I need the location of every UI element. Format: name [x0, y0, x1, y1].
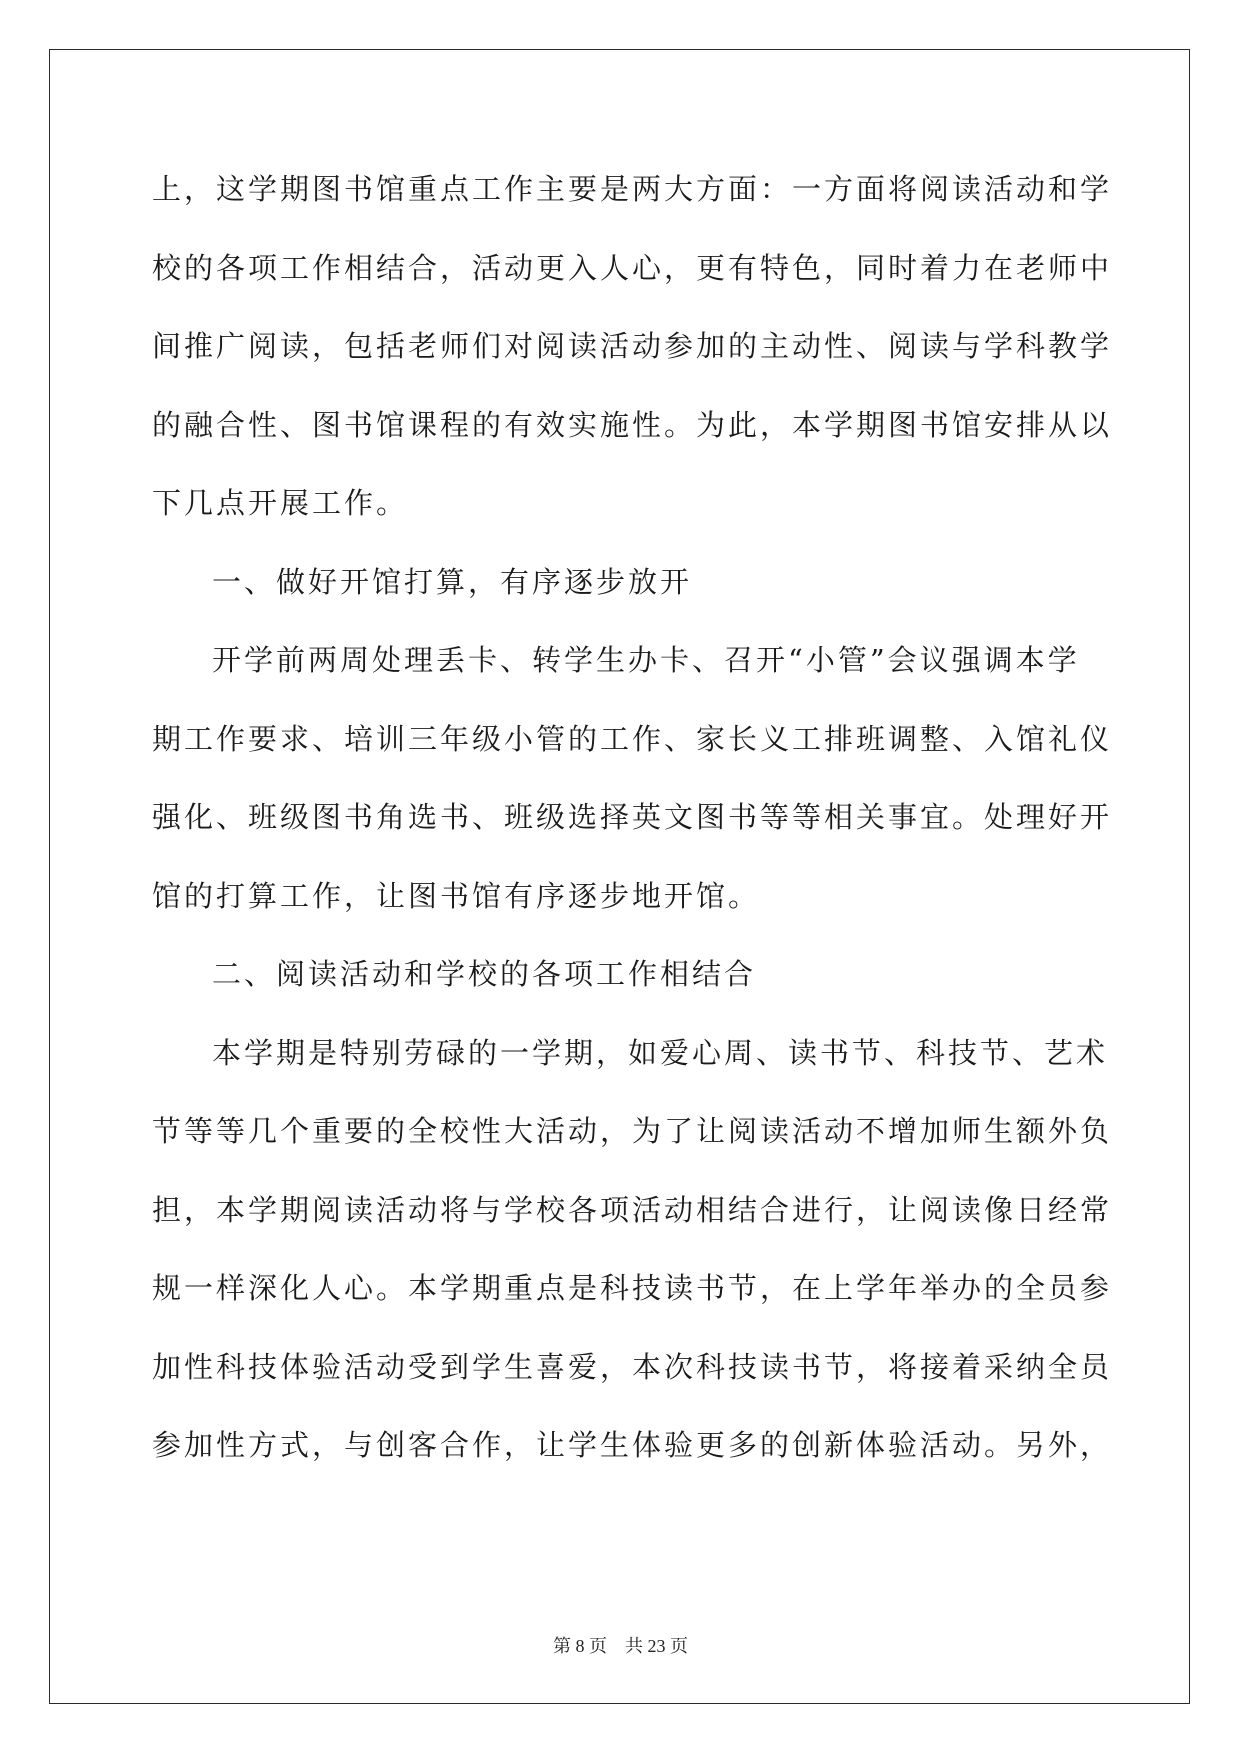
text-line: 规一样深化人心。本学期重点是科技读书节，在上学年举办的全员参	[152, 1271, 1113, 1305]
page-number: 第 8 页	[553, 1636, 607, 1656]
text-line: 间推广阅读，包括老师们对阅读活动参加的主动性、阅读与学科教学	[152, 329, 1113, 363]
document-body	[152, 160, 1113, 1495]
text-line: 加性科技体验活动受到学生喜爱，本次科技读书节，将接着采纳全员	[152, 1349, 1113, 1384]
text-line: 校的各项工作相结合，活动更入人心，更有特色，同时着力在老师中	[152, 250, 1113, 285]
page-footer	[0, 1632, 1241, 1658]
text-line: 下几点开展工作。	[152, 486, 409, 520]
text-line: 开学前两周处理丢卡、转学生办卡、召开“小管”会议强调本学	[212, 643, 1080, 677]
section-heading: 二、阅读活动和学校的各项工作相结合	[212, 957, 757, 991]
text-line: 强化、班级图书角选书、班级选择英文图书等等相关事宜。处理好开	[152, 800, 1113, 834]
page-total: 共 23 页	[625, 1636, 688, 1656]
text-line: 参加性方式，与创客合作，让学生体验更多的创新体验活动。另外，	[152, 1428, 1113, 1462]
text-line: 担，本学期阅读活动将与学校各项活动相结合进行，让阅读像日经常	[152, 1192, 1113, 1227]
text-line: 上，这学期图书馆重点工作主要是两大方面：一方面将阅读活动和学	[152, 172, 1113, 206]
text-line: 馆的打算工作，让图书馆有序逐步地开馆。	[152, 878, 761, 913]
section-heading: 一、做好开馆打算，有序逐步放开	[212, 564, 693, 599]
text-line: 期工作要求、培训三年级小管的工作、家长义工排班调整、入馆礼仪	[152, 721, 1113, 756]
text-line: 本学期是特别劳碌的一学期，如爱心周、读书节、科技节、艺术	[212, 1035, 1109, 1070]
text-line: 的融合性、图书馆课程的有效实施性。为此，本学期图书馆安排从以	[152, 407, 1113, 442]
text-line: 节等等几个重要的全校性大活动，为了让阅读活动不增加师生额外负	[152, 1114, 1113, 1148]
